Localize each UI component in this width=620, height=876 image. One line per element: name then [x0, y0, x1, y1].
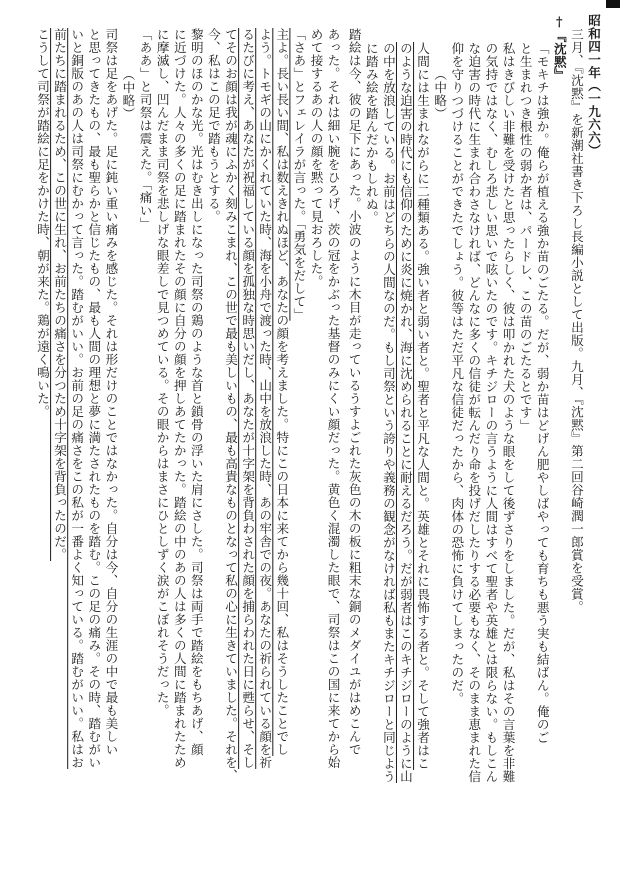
text-line: 司祭は足をあげた。足に鈍い重い痛みを感じた。それは形だけのことではなかった。自分は今、自分の生涯の中で最も美しい [103, 28, 119, 756]
omission-mark: （中略） [432, 68, 448, 120]
text-line: あった。それは細い腕をひろげ、茨の冠をかぶった基督のみにくい顔だった。黄色く混濁した眼で、司祭はこの国に来てから始 [325, 28, 341, 769]
text-line: 人間には生まれながらに二種類ある。強い者と弱い者と。聖者と平凡な人間と。英雄とそれに畏怖する者と。そして強者はこ [415, 42, 431, 770]
text-line: 前たちに踏まれるため、この世に生れ、お前たちの痛さを分つため十字架を背負ったのだ。 [52, 28, 68, 561]
text-line: のような迫害の時代にも信仰のために炎に焼かれ、海に沈められることに耐えるだろう。だが弱者はこのキチジローのように山 [397, 42, 413, 783]
text-line: 踏絵は今、彼の足下にあった。小波のように木目が走っているうすよごれた灰色の木の板に粗末な銅のメダイユがはめこんで [346, 28, 362, 756]
text-line: 「さあ」とフェレイラが言った。「勇気をだして」 [291, 28, 307, 321]
text-line: に摩滅し、凹んだまま司祭を悲しげな眼差しで見つめている。その眼からはまさにひとしずく涙がこぼれそうだった。 [154, 28, 170, 717]
text-line: こうして司祭が踏絵に足をかけた時、朝が来た。鶏が遠く鳴いた。 [35, 28, 50, 418]
text-line: てそのお顔は我が魂にふかく刻みこまれ、この世で最も美しいもの、最も高貴なものとなって私の心に生きていました。それを、 [223, 28, 239, 782]
text-line: 私はきびしい非難を受けたと思ったらしく、彼は叩かれた犬のような眼をして後ずさりをしました。だが、私はその言葉を非難 [500, 42, 516, 783]
text-line: 「モキチは強か。俺らが植える強か苗のごたる。だが、弱か苗はどげん肥やしばやっても育ちも悪う実も結ばん。俺のご [534, 42, 550, 744]
text-line: いと銅版のあの人は司祭にむかって言った。踏むがいい。お前の足の痛さをこの私が一番よく知っている。踏むがいい。私はお [69, 28, 85, 769]
work-title: †『沈黙』 [551, 14, 567, 82]
text-line: な迫害の時代に生まれ合わさなければ、どんなに多くの信徒が転んだり命を投げだしたりする必要もなく、そのまま恵まれた信 [466, 42, 482, 783]
text-line: るたびに考え、あなたが祝福している顔を孤独な時思いだし、あなたが十字架を背負わされた顔を捕らわれた日に甦らせ、そし [240, 28, 256, 769]
text-line: と思ってきたもの、最も聖らかと信じたもの、最も人間の理想と夢に満たされたものを踏む。この足の痛み。その時、踏むがい [86, 28, 102, 769]
text-line: 主よ。長い長い間、私は数えきれぬほど、あなたの顔を考えました。特にこの日本に来てから幾十回、私はそうしたことでし [274, 28, 290, 756]
text-line: 「ああ」と司祭は震えた。「痛い」 [137, 28, 153, 230]
document-body [14, 14, 602, 862]
text-line: めて接するあの人の顔を黙って見おろした。 [308, 28, 324, 288]
text-line: の中を放浪している。お前はどちらの人間なのだ。もし司祭という誇りや義務の観念がなければ私もまたキチジローと同じよう [380, 42, 396, 783]
text-line: 仰を守りつづけることができたでしょう。彼等はただ平凡な信徒だったから、肉体の恐怖に負けてしまったのだ。 [449, 42, 465, 705]
text-line: と生まれつき根性の弱か者は、パードレ、この苗のごたるとです」 [517, 42, 533, 432]
event-line: 三月、『沈黙』を新潮社書き下ろし長編小説として出版。九月、『沈黙』第二回谷崎潤一郎賞を受賞。 [568, 28, 584, 614]
text-line: の気持ではなく、むしろ悲しい思いで呟いたのです。キチジローの言うように人間はすべて聖者や英雄とは限らない。もしこん [483, 42, 499, 783]
text-line: 今、私はこの足で踏もうとする。 [205, 28, 221, 223]
text-line: に近づけた。人々の多くの足に踏まれたその顔に自分の顔を押しあてたかった。踏絵の中のあの人は多くの人間に踏まれたため [171, 28, 187, 769]
year-heading: 昭和四一年（一九六六） [586, 14, 601, 157]
omission-mark: （中略） [120, 68, 136, 120]
text-line: よう。トモギの山にかくれていた時、海を小舟で渡った時、山中を放浪した時、あの牢舎での夜。あなたの祈られている顔を祈 [257, 28, 273, 769]
text-line: に踏み絵を踏んだかもしれぬ。 [363, 42, 379, 224]
text-line: 黎明のほのかな光。光はむき出しになった司祭の鶏のような首と鎖骨の浮いた肩にさした。司祭は両手で踏絵をもちあげ、顔 [188, 28, 204, 756]
page-corner-mark [606, 0, 620, 8]
